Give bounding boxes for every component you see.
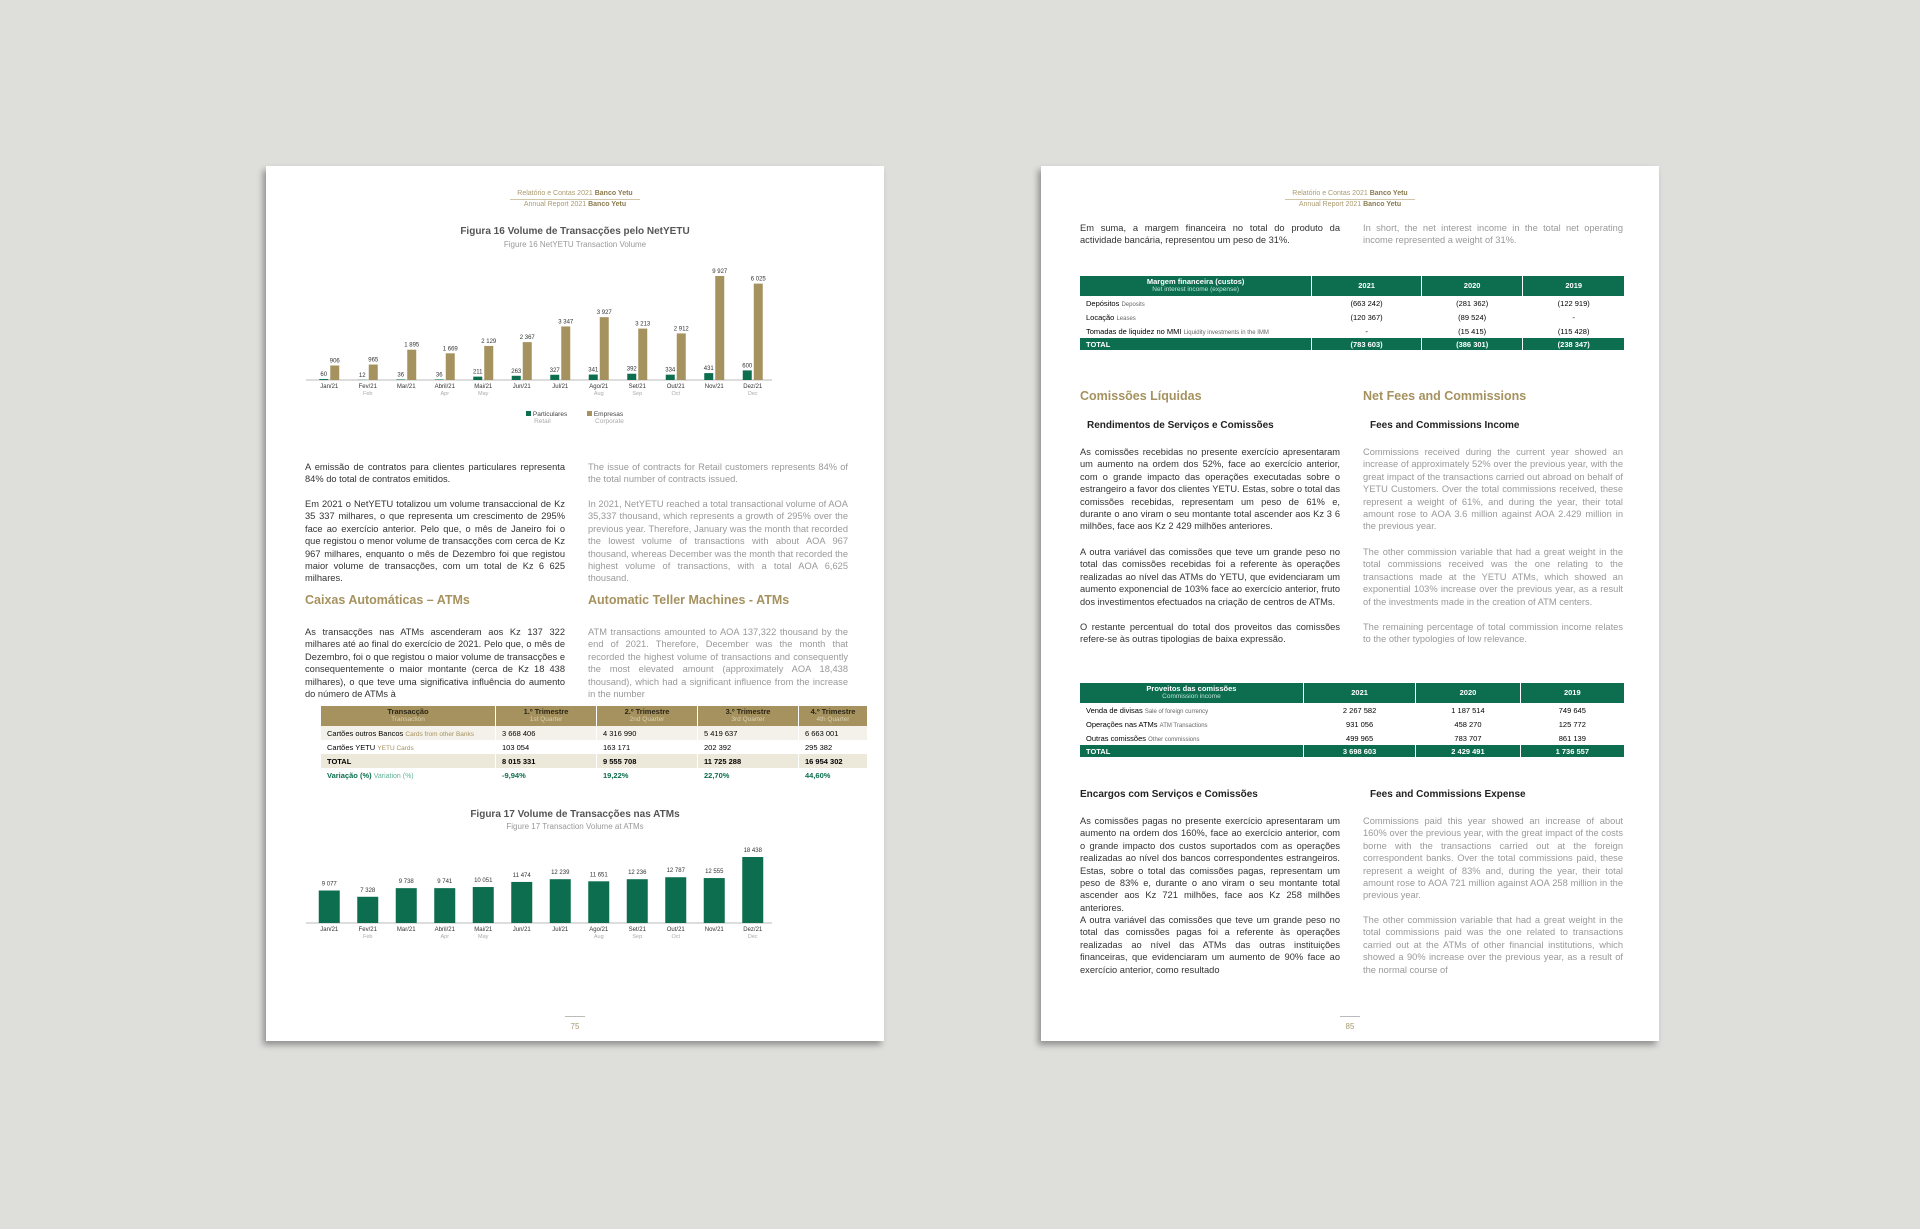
- bar-corporate: [523, 342, 532, 380]
- table-row: [1080, 703, 1624, 717]
- heading-atm-pt: Caixas Automáticas – ATMs: [305, 593, 470, 607]
- table-header-cell: 2019: [1523, 276, 1624, 296]
- table-cell: 931 056: [1304, 717, 1415, 731]
- net-interest-table: [1079, 276, 1625, 350]
- bar-atm-volume: [627, 879, 648, 923]
- table-cell: 5 419 637: [698, 726, 798, 740]
- bar-corporate: [715, 276, 724, 380]
- paragraph-income-en: Commissions received during the current year showed an increase of approximately 52% over the previous year, with the great impact of the transactions carried out abroad on behalf of YETU Customers. Over the total commissions received, these represent a weight of 61%, and during the year, their total amount rose to AOA 3.6 million against AOA 2.429 million in the previous year.: [1363, 447, 1623, 532]
- bar-retail: [473, 377, 482, 380]
- header-brand: Banco Yetu: [594, 190, 633, 197]
- data-label: 12 236: [628, 870, 647, 877]
- table-header-cell: 3.º Trimestre 3rd Quarter: [698, 706, 798, 726]
- x-tick-label: Mai/21: [474, 384, 493, 390]
- paragraph-summary-pt: Em suma, a margem financeira no total do produto da actividade bancária, representou um peso de 31%.: [1080, 223, 1340, 246]
- x-tick-label: Nov/21: [704, 384, 724, 390]
- figure17-subtitle: Figure 17 Transaction Volume at ATMs: [506, 822, 644, 831]
- page-number: 85: [1345, 1022, 1355, 1031]
- figure17-chart: [266, 836, 884, 946]
- x-tick-label-en: Feb: [363, 934, 373, 940]
- x-tick-label-en: Oct: [671, 391, 681, 397]
- legend-label-retail: Particulares: [532, 411, 568, 418]
- bar-retail: [627, 374, 636, 380]
- table-cell: 2 429 491: [1416, 745, 1519, 757]
- data-label: 263: [511, 368, 522, 375]
- paragraph-expense-pt: As comissões pagas no presente exercício apresentaram um aumento na ordem dos 160%, face ao exercício anterior, com o grande impacto dos custos suportados com as operações realizadas ao nível dos bancos correspondentes estrangeiros. Estas, sobre o total das comissões pagas, representam um peso de 83% e, durante o ano viram o seu montante total ascender aos Kz 721 milhões, face aos Kz 258 milhões anteriores.: [1080, 816, 1340, 913]
- bar-retail: [435, 379, 444, 380]
- table-header-row: [321, 706, 867, 726]
- data-label: 3 347: [558, 319, 574, 326]
- data-label: 392: [626, 366, 637, 373]
- heading-net-fees-en: Net Fees and Commissions: [1363, 389, 1527, 403]
- bar-corporate: [407, 350, 416, 380]
- table-total-row: [1080, 338, 1624, 350]
- table-cell: 163 171: [597, 740, 697, 754]
- heading-expense-en: Fees and Commissions Expense: [1370, 789, 1526, 800]
- data-label: 211: [472, 369, 483, 376]
- paragraph-remaining-en: The remaining percentage of total commission income relates to the other typologies of low relevance.: [1363, 622, 1623, 645]
- table-cell: 2 267 582: [1304, 703, 1415, 717]
- paragraph-expense-atm-en: The other commission variable that had a great weight in the total commissions paid was the one related to transactions carried out at the ATMs of other financial institutions, which showed a 90% increase over the previous year, as a result of the normal course of: [1363, 915, 1623, 975]
- table-cell: 16 954 302: [799, 754, 867, 768]
- table-cell: 1 736 557: [1521, 745, 1624, 757]
- x-tick-label-en: Sep: [632, 934, 643, 940]
- header-brand: Banco Yetu: [1369, 190, 1408, 197]
- data-label: 11 474: [512, 872, 531, 879]
- table-header-row: [1080, 683, 1624, 703]
- table-header-cell: Transacção Transaction: [321, 706, 495, 726]
- paragraph-netyetu-pt: Em 2021 o NetYETU totalizou um volume transaccional de Kz 35 337 milhares, o que representa um crescimento de 295% face ao exercício anterior. Pelo que, o mês de Janeiro foi o que registou o menor volume de transacções com cerca de Kz 967 milhares, enquanto o mês de Dezembro foi que registou maior volume de transacções, com um total de Kz 6 625 milhares.: [305, 499, 565, 584]
- x-tick-label: Out/21: [666, 384, 685, 390]
- table-cell: (386 301): [1422, 338, 1523, 350]
- row-label: TOTAL: [1080, 338, 1311, 350]
- data-label: 334: [665, 367, 676, 374]
- bar-retail: [396, 379, 405, 380]
- bar-atm-volume: [665, 877, 686, 923]
- bar-atm-volume: [704, 878, 725, 923]
- legend-label-corporate: Empresas: [593, 411, 624, 418]
- heading-atm-en: Automatic Teller Machines - ATMs: [588, 593, 790, 607]
- legend-item-retail: [526, 411, 567, 425]
- x-tick-label: Set/21: [628, 927, 646, 933]
- paragraph-remaining-pt: O restante percentual do total dos proveitos das comissões refere-se às outras tipologias de baixa expressão.: [1080, 622, 1340, 645]
- x-tick-label-en: Apr: [440, 391, 450, 397]
- bar-atm-volume: [511, 882, 532, 923]
- x-tick-label-en: Dec: [747, 391, 758, 397]
- data-label: 431: [703, 366, 714, 373]
- bar-corporate: [484, 346, 493, 380]
- table-header-cell: 2021: [1304, 683, 1415, 703]
- table-row: [1080, 310, 1624, 324]
- header-divider: [1285, 199, 1415, 200]
- bar-atm-volume: [434, 888, 455, 923]
- table-header-cell: 2021: [1312, 276, 1421, 296]
- bar-corporate: [638, 329, 647, 380]
- x-tick-label-en: Feb: [363, 391, 373, 397]
- paragraph-atm-commissions-pt: A outra variável das comissões que teve um grande peso no total das comissões recebidas foi a referente às operações realizadas ao nível das ATMs do YETU, que evidenciaram um aumento exponencial de 103% face ao exercício anterior, fruto dos investimentos efectuados na criação de centros de ATMs.: [1080, 547, 1340, 607]
- table-cell: 11 725 288: [698, 754, 798, 768]
- table-row: [1080, 717, 1624, 731]
- table-cell: 202 392: [698, 740, 798, 754]
- x-tick-label: Mar/21: [396, 927, 416, 933]
- table-cell: 9 555 708: [597, 754, 697, 768]
- data-label: 906: [329, 358, 340, 365]
- table-cell: 44,60%: [799, 768, 867, 782]
- paragraph-netyetu-en: In 2021, NetYETU reached a total transactional volume of AOA 35,337 thousand, which represents a growth of 295% over the previous year. Therefore, January was the month that recorded the lowest volume of transactions with about AOA 967 thousand, whereas December was the month that recorded the highest volume of transactions, with a total AOA 6,625 thousand.: [588, 499, 848, 584]
- commission-income-table: [1079, 683, 1625, 757]
- x-tick-label: Jul/21: [552, 384, 569, 390]
- table-cell: (281 362): [1422, 296, 1523, 310]
- x-tick-label: Fev/21: [358, 927, 377, 933]
- table-header-cell: 2019: [1521, 683, 1624, 703]
- table-cell: 19,22%: [597, 768, 697, 782]
- table-cell: -9,94%: [496, 768, 596, 782]
- table-cell: 861 139: [1521, 731, 1624, 745]
- x-tick-label: Mar/21: [396, 384, 416, 390]
- paragraph-expense-en: Commissions paid this year showed an increase of about 160% over the previous year, with the great impact of the costs borne with the transactions carried out at the foreign correspondent banks. Over the total commissions paid, these represent a weight of 83% and, during the year, their total amount rose to AOA 721 million against AOA 258 million in the previous year.: [1363, 816, 1623, 901]
- heading-expense-pt: Encargos com Serviços e Comissões: [1080, 789, 1258, 800]
- bar-corporate: [369, 365, 378, 380]
- row-label: Depósitos Deposits: [1080, 296, 1311, 310]
- bar-retail: [589, 375, 598, 380]
- figure17-title: Figura 17 Volume de Transacções nas ATMs: [470, 809, 680, 820]
- heading-net-fees-pt: Comissões Líquidas: [1080, 389, 1202, 403]
- bar-corporate: [677, 333, 686, 380]
- legend-label-corporate-en: Corporate: [595, 418, 624, 425]
- x-tick-label: Jan/21: [320, 384, 339, 390]
- table-cell: (15 415): [1422, 324, 1523, 338]
- report-page-85: [1041, 166, 1659, 1041]
- header-title-pt: Relatório e Contas 2021: [517, 190, 593, 197]
- table-row: [1080, 324, 1624, 338]
- table-cell: 499 965: [1304, 731, 1415, 745]
- table-cell: (122 919): [1523, 296, 1624, 310]
- bar-corporate: [561, 326, 570, 380]
- bar-atm-volume: [473, 887, 494, 923]
- table-cell: 6 663 001: [799, 726, 867, 740]
- data-label: 2 129: [481, 338, 497, 345]
- x-tick-label: Set/21: [628, 384, 646, 390]
- bar-corporate: [330, 366, 339, 380]
- header-title-pt: Relatório e Contas 2021: [1292, 190, 1368, 197]
- table-variation-row: [321, 768, 867, 782]
- paragraph-summary-en: In short, the net interest income in the total net operating income represented a weight of 31%.: [1363, 223, 1623, 246]
- x-tick-label: Dez/21: [743, 384, 763, 390]
- row-label: Outras comissões Other commissions: [1080, 731, 1303, 745]
- data-label: 2 367: [519, 335, 535, 342]
- paragraph-contracts-pt: A emissão de contratos para clientes particulares representa 84% do total de contratos emitidos.: [305, 462, 565, 485]
- row-label: Cartões outros Bancos Cards from other Banks: [321, 726, 495, 740]
- table-cell: 1 187 514: [1416, 703, 1519, 717]
- x-tick-label-en: Apr: [440, 934, 450, 940]
- data-label: 2 912: [673, 326, 689, 333]
- x-tick-label: Ago/21: [589, 927, 609, 933]
- header-title-en: Annual Report 2021: [1298, 201, 1362, 208]
- x-tick-label: Jun/21: [512, 927, 531, 933]
- page-footer-divider: [565, 1016, 585, 1017]
- table-cell: 3 668 406: [496, 726, 596, 740]
- report-page-75: [266, 166, 884, 1041]
- x-tick-label-en: Aug: [593, 934, 604, 940]
- bar-retail: [743, 370, 752, 380]
- bar-retail: [319, 379, 328, 380]
- table-cell: -: [1523, 310, 1624, 324]
- data-label: 6 025: [750, 276, 766, 283]
- data-label: 341: [588, 367, 599, 374]
- table-cell: 22,70%: [698, 768, 798, 782]
- table-header-cell: 1.º Trimestre 1st Quarter: [496, 706, 596, 726]
- data-label: 3 213: [635, 321, 651, 328]
- bar-corporate: [600, 317, 609, 380]
- data-label: 11 651: [589, 872, 608, 879]
- row-label: Variação (%) Variation (%): [321, 768, 495, 782]
- header-brand-en: Banco Yetu: [1363, 201, 1402, 208]
- data-label: 36: [435, 372, 443, 379]
- page-number: 75: [570, 1022, 580, 1031]
- header-brand-en: Banco Yetu: [588, 201, 627, 208]
- row-label: Tomadas de liquidez no MMI Liquidity investments in the IMM: [1080, 324, 1311, 338]
- x-tick-label: Ago/21: [589, 384, 609, 390]
- bar-atm-volume: [588, 881, 609, 923]
- paragraph-expense-atm-pt: A outra variável das comissões que teve um grande peso no total das comissões pagas foi a referente às operações realizadas ao nível das ATMs das outras instituições financeiras, que evidenciaram um aumento de 90% face ao exercício anterior, como resultado: [1080, 915, 1340, 975]
- data-label: 1 669: [442, 346, 458, 353]
- x-tick-label: Mai/21: [474, 927, 493, 933]
- heading-income-pt: Rendimentos de Serviços e Comissões: [1087, 420, 1274, 431]
- data-label: 9 927: [712, 269, 728, 275]
- data-label: 327: [549, 367, 560, 374]
- row-label: TOTAL: [321, 754, 495, 768]
- table-header-cell: Proveitos das comissões Commission income: [1080, 683, 1303, 703]
- table-row: [1080, 731, 1624, 745]
- data-label: 9 077: [321, 881, 337, 888]
- row-label: Cartões YETU YETU Cards: [321, 740, 495, 754]
- data-label: 36: [397, 372, 405, 379]
- table-cell: (238 347): [1523, 338, 1624, 350]
- row-label: Locação Leases: [1080, 310, 1311, 324]
- table-total-row: [1080, 745, 1624, 757]
- bar-retail: [704, 373, 713, 380]
- bar-atm-volume: [742, 857, 763, 923]
- bar-retail: [550, 375, 559, 380]
- legend-label-retail-en: Retail: [534, 418, 551, 425]
- x-tick-label-en: Sep: [632, 391, 643, 397]
- table-cell: 749 645: [1521, 703, 1624, 717]
- data-label: 12 239: [551, 870, 570, 877]
- x-tick-label-en: May: [478, 934, 489, 940]
- x-tick-label: Jan/21: [320, 927, 339, 933]
- paragraph-atm-en: ATM transactions amounted to AOA 137,322 thousand by the end of 2021. Therefore, December was the month that recorded the highest volume of transactions and consequently the most elevated amount (approximately AOA 18,438 thousand), which had a significant influence from the increase in the number: [588, 627, 848, 700]
- data-label: 12 787: [666, 868, 685, 875]
- table-cell: (783 603): [1312, 338, 1421, 350]
- table-cell: 8 015 331: [496, 754, 596, 768]
- x-tick-label-en: Oct: [671, 934, 681, 940]
- x-tick-label: Jul/21: [552, 927, 569, 933]
- table-header-row: [1080, 276, 1624, 296]
- table-row: [321, 740, 867, 754]
- page-footer-divider: [1340, 1016, 1360, 1017]
- figure16-chart: [266, 266, 884, 426]
- data-label: 12 555: [705, 869, 724, 876]
- bar-atm-volume: [319, 891, 340, 923]
- table-cell: 458 270: [1416, 717, 1519, 731]
- table-cell: (120 367): [1312, 310, 1421, 324]
- data-label: 600: [742, 363, 753, 370]
- table-cell: -: [1312, 324, 1421, 338]
- paragraph-income-pt: As comissões recebidas no presente exercício apresentaram um aumento na ordem dos 52%, face ao exercício anterior, com o grande impacto das operações executadas sobre o estrangeiro a favor dos clientes YETU. Estas, sobre o total das comissões recebidas, representam um peso de 61% e, durante o ano viram o seu montante total ascender aos Kz 3 6 milhões, face aos Kz 2 429 milhões anteriores.: [1080, 447, 1340, 532]
- header-title-en: Annual Report 2021: [523, 201, 587, 208]
- bar-corporate: [754, 284, 763, 380]
- x-tick-label-en: May: [478, 391, 489, 397]
- table-cell: 783 707: [1416, 731, 1519, 745]
- row-label: Venda de divisas Sale of foreign currency: [1080, 703, 1303, 717]
- table-cell: (663 242): [1312, 296, 1421, 310]
- x-tick-label: Fev/21: [358, 384, 377, 390]
- data-label: 7 328: [360, 887, 376, 894]
- data-label: 1 895: [404, 342, 420, 349]
- table-cell: (89 524): [1422, 310, 1523, 324]
- bar-atm-volume: [396, 888, 417, 923]
- data-label: 18 438: [743, 848, 762, 855]
- row-label: TOTAL: [1080, 745, 1303, 757]
- bar-atm-volume: [550, 879, 571, 923]
- figure16-subtitle: Figure 16 NetYETU Transaction Volume: [503, 240, 647, 249]
- table-header-cell: 2020: [1422, 276, 1523, 296]
- bar-retail: [666, 375, 675, 380]
- table-cell: (115 428): [1523, 324, 1624, 338]
- table-cell: 125 772: [1521, 717, 1624, 731]
- table-header-cell: 2.º Trimestre 2nd Quarter: [597, 706, 697, 726]
- bar-corporate: [446, 353, 455, 380]
- paragraph-atm-commissions-en: The other commission variable that had a great weight in the total commissions received was the one relating to the transactions made at the YETU ATMs, which showed an exponential 103% increase over the previous year, as a result of the investments made in the creation of ATM centers.: [1363, 547, 1623, 607]
- table-cell: 4 316 990: [597, 726, 697, 740]
- paragraph-atm-pt: As transacções nas ATMs ascenderam aos Kz 137 322 milhares até ao final do exercício de 2021. Pelo que, o mês de Dezembro, foi o que registou o maior volume de transacções e consequentemente o maior montante (cerca de Kz 18 438 milhares), o que teve uma significativa influência do aumento do número de ATMs à: [305, 627, 565, 700]
- paragraph-contracts-en: The issue of contracts for Retail customers represents 84% of the total number of contracts issued.: [588, 462, 848, 485]
- header-divider: [510, 199, 640, 200]
- figure16-title: Figura 16 Volume de Transacções pelo NetYETU: [460, 226, 690, 237]
- table-cell: 295 382: [799, 740, 867, 754]
- table-header-cell: 4.º Trimestre 4th Quarter: [799, 706, 867, 726]
- data-label: 10 051: [474, 878, 493, 885]
- data-label: 9 741: [437, 879, 453, 886]
- data-label: 3 927: [596, 310, 612, 317]
- table-cell: 103 054: [496, 740, 596, 754]
- x-tick-label: Dez/21: [743, 927, 763, 933]
- table-cell: 3 698 603: [1304, 745, 1415, 757]
- x-tick-label: Nov/21: [704, 927, 724, 933]
- figure16-legend: [266, 411, 884, 425]
- x-tick-label: Abril/21: [434, 384, 455, 390]
- legend-item-corporate: [587, 411, 624, 425]
- table-total-row: [321, 754, 867, 768]
- data-label: 60: [320, 372, 328, 379]
- x-tick-label: Abril/21: [434, 927, 455, 933]
- heading-income-en: Fees and Commissions Income: [1370, 420, 1520, 431]
- row-label: Operações nas ATMs ATM Transactions: [1080, 717, 1303, 731]
- data-label: 9 738: [398, 879, 414, 886]
- bar-retail: [512, 376, 521, 380]
- table-header-cell: 2020: [1416, 683, 1519, 703]
- x-tick-label-en: Dec: [747, 934, 758, 940]
- atm-quarter-table: [320, 706, 868, 782]
- table-row: [1080, 296, 1624, 310]
- x-tick-label: Jun/21: [512, 384, 531, 390]
- table-header-cell: Margem financeira (custos) Net interest income (expense): [1080, 276, 1311, 296]
- data-label: 965: [368, 357, 379, 364]
- bar-atm-volume: [357, 897, 378, 923]
- table-row: [321, 726, 867, 740]
- x-tick-label: Out/21: [666, 927, 685, 933]
- data-label: 12: [358, 372, 366, 379]
- x-tick-label-en: Aug: [593, 391, 604, 397]
